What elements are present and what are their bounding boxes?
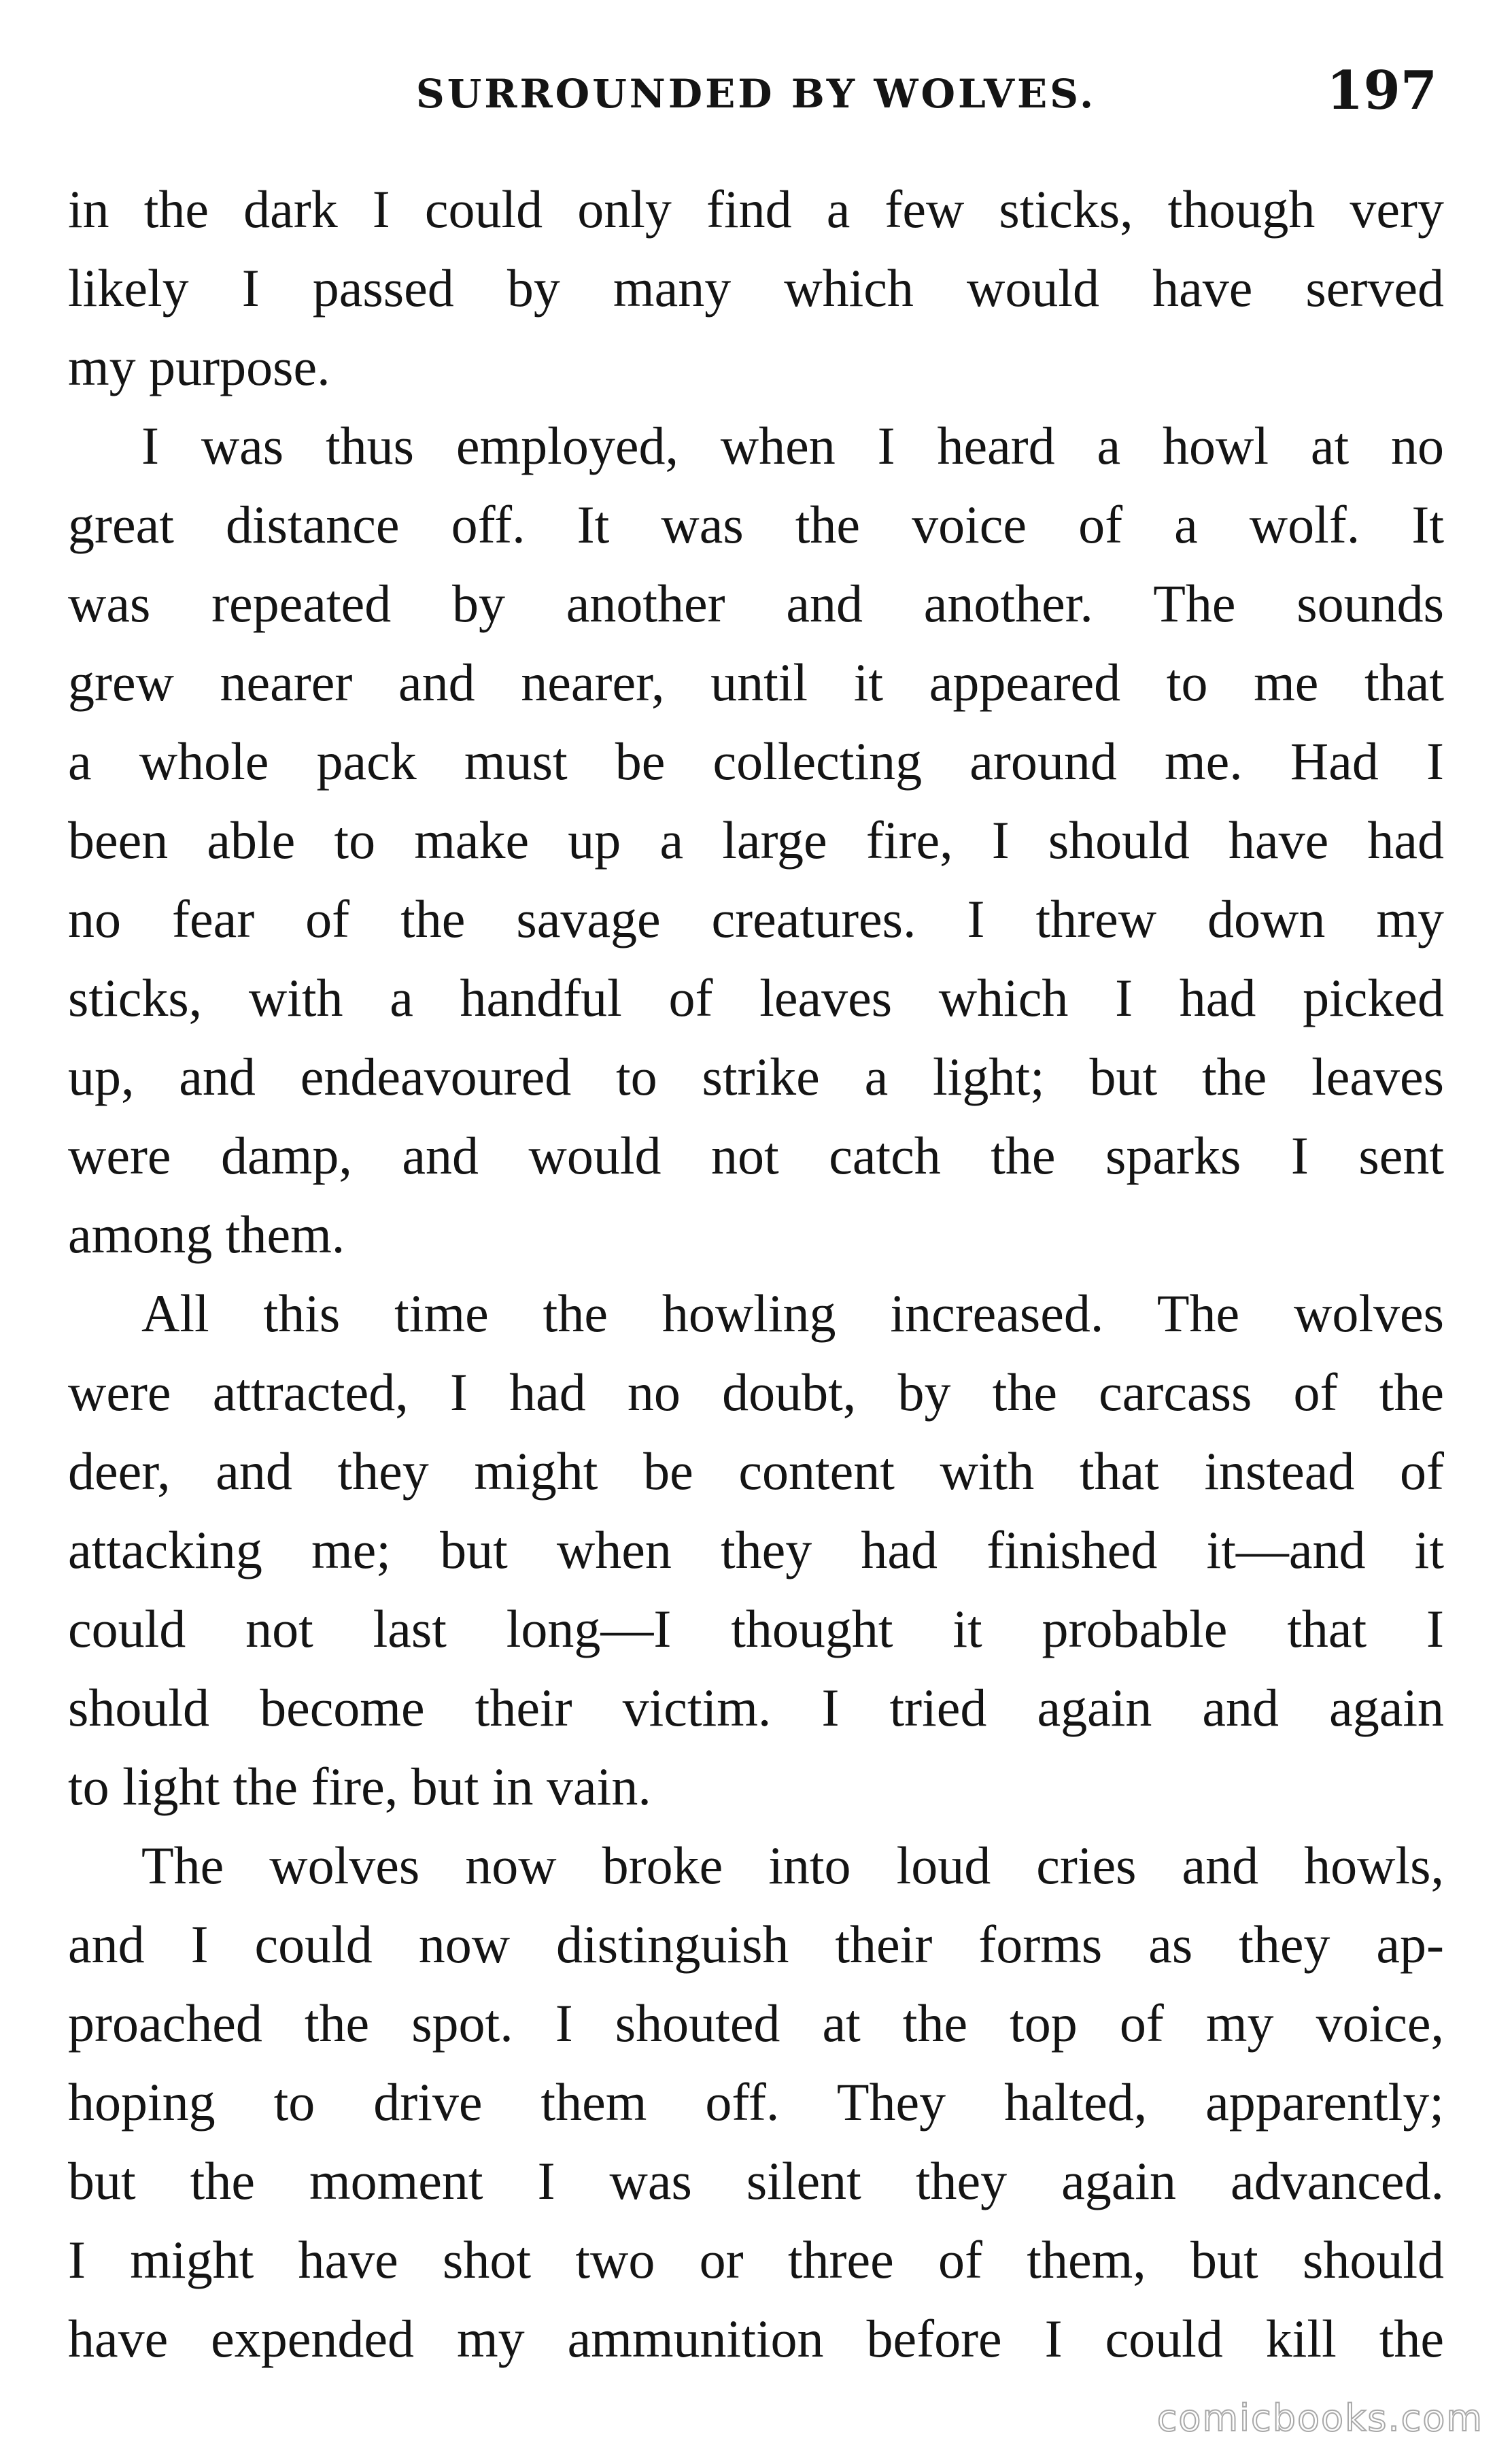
text-line: among them. (68, 1205, 345, 1264)
text-line: could not last long—I thought it probable that I (68, 1599, 1444, 1658)
text-line: proached the spot. I shouted at the top of my voice, (68, 1994, 1444, 2053)
text-line: hoping to drive them off. They halted, apparently; (68, 2072, 1444, 2132)
text-line: my purpose. (68, 337, 330, 396)
body-text (68, 170, 1444, 2378)
running-title: SURROUNDED BY WOLVES. (415, 71, 1097, 117)
paragraph-first-line: I was thus employed, when I heard a howl at no (141, 416, 1444, 475)
text-line: up, and endeavoured to strike a light; but the leaves (68, 1047, 1444, 1106)
text-line: and I could now distinguish their forms as they ap- (68, 1915, 1444, 1974)
text-line: were attracted, I had no doubt, by the carcass of the (68, 1363, 1444, 1422)
text-line: I might have shot two or three of them, but should (68, 2230, 1444, 2289)
watermark: comicbooks.com (1156, 2397, 1483, 2440)
text-line: deer, and they might be content with that instead of (68, 1441, 1444, 1501)
page-number: 197 (1326, 60, 1437, 122)
text-line: have expended my ammunition before I could kill the (68, 2309, 1444, 2368)
running-head (68, 54, 1444, 129)
text-line: sticks, with a handful of leaves which I had picked (68, 968, 1444, 1027)
text-line: been able to make up a large fire, I should have had (68, 810, 1444, 870)
text-line: great distance off. It was the voice of a wolf. It (68, 495, 1444, 554)
text-line: but the moment I was silent they again advanced. (68, 2151, 1444, 2210)
text-line: grew nearer and nearer, until it appeared to me that (68, 653, 1444, 712)
text-line: likely I passed by many which would have served (68, 258, 1444, 318)
paragraph-first-line: All this time the howling increased. The wolves (141, 1284, 1444, 1343)
text-line: were damp, and would not catch the sparks I sent (68, 1126, 1444, 1185)
text-line: should become their victim. I tried again and again (68, 1678, 1444, 1737)
text-line: to light the fire, but in vain. (68, 1757, 651, 1816)
text-line: attacking me; but when they had finished it—and it (68, 1520, 1444, 1579)
text-line: a whole pack must be collecting around me. Had I (68, 732, 1444, 791)
text-line: no fear of the savage creatures. I threw down my (68, 889, 1444, 948)
text-line: was repeated by another and another. The sounds (68, 574, 1444, 633)
paragraph-first-line: The wolves now broke into loud cries and howls, (141, 1836, 1444, 1895)
text-line: in the dark I could only find a few sticks, though very (68, 179, 1444, 239)
